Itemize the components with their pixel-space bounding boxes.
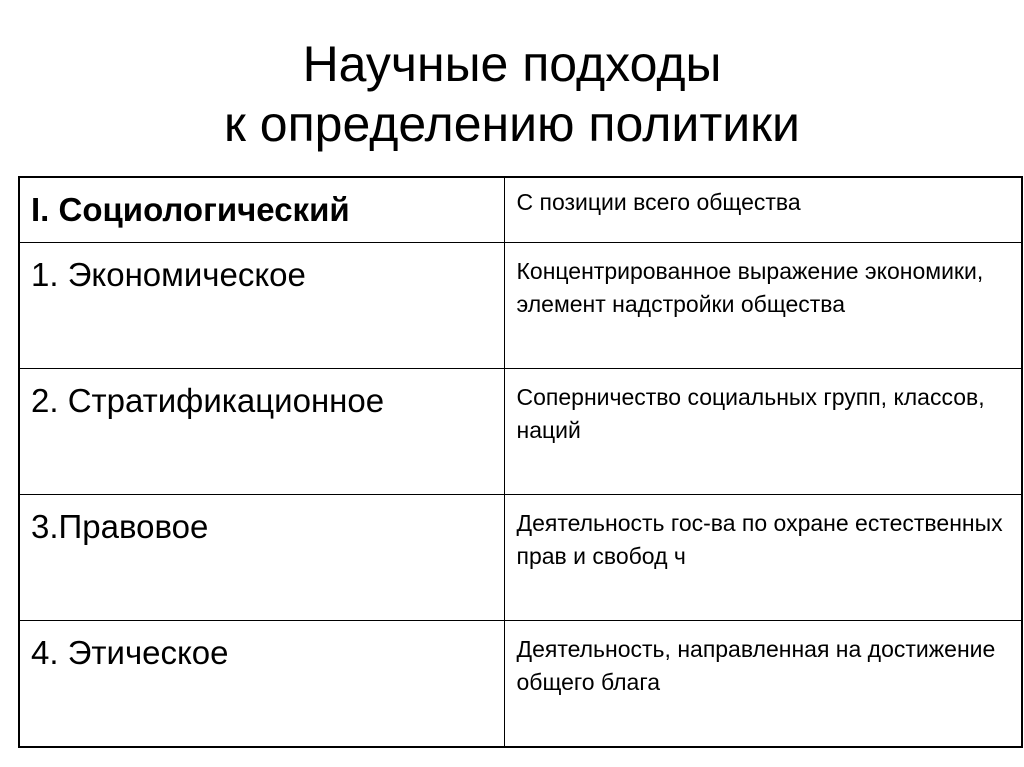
approach-description-cell bbox=[504, 243, 1022, 369]
table-row bbox=[19, 495, 1022, 621]
table-row bbox=[19, 243, 1022, 369]
approach-name: 4. Этическое bbox=[31, 634, 229, 671]
approach-description: Деятельность, направленная на достижение общего блага bbox=[516, 636, 996, 695]
table-row-header bbox=[19, 177, 1022, 243]
approach-description-cell bbox=[504, 177, 1022, 243]
approach-name: 1. Экономическое bbox=[31, 256, 306, 293]
approach-name-cell bbox=[19, 495, 504, 621]
table-row bbox=[19, 621, 1022, 748]
approach-name: I. Социологический bbox=[31, 191, 350, 228]
approach-description-cell bbox=[504, 369, 1022, 495]
approach-description-cell bbox=[504, 495, 1022, 621]
approach-name: 3.Правовое bbox=[31, 508, 209, 545]
approach-name-cell bbox=[19, 177, 504, 243]
approach-description: С позиции всего общества bbox=[516, 189, 801, 215]
title-line-1: Научные подходы bbox=[302, 36, 722, 92]
approach-name: 2. Стратификационное bbox=[31, 382, 385, 419]
approach-name-cell bbox=[19, 243, 504, 369]
approach-name-cell bbox=[19, 369, 504, 495]
approach-description: Деятельность гос-ва по охране естественных прав и свобод ч bbox=[516, 510, 1003, 569]
table-row bbox=[19, 369, 1022, 495]
slide-title bbox=[0, 34, 1024, 154]
approach-description: Концентрированное выражение экономики, элемент надстройки общества bbox=[516, 258, 984, 317]
approach-name-cell bbox=[19, 621, 504, 748]
approach-description: Соперничество социальных групп, классов, наций bbox=[516, 384, 985, 443]
title-line-2: к определению политики bbox=[224, 96, 800, 152]
approaches-table bbox=[18, 176, 1023, 748]
approach-description-cell bbox=[504, 621, 1022, 748]
